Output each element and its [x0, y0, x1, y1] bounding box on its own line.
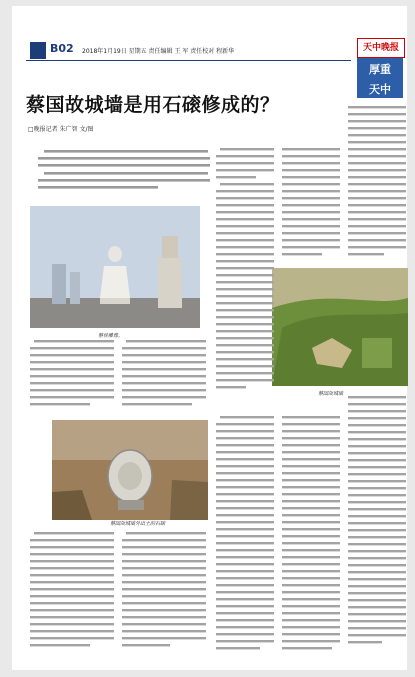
text-lines-3	[348, 104, 406, 264]
text-lines-6	[216, 414, 274, 660]
section-line-2: 天中	[369, 83, 391, 96]
newspaper-logo: 天中晚报	[357, 38, 405, 58]
statue-photo	[30, 206, 200, 328]
article-intro	[38, 148, 210, 200]
text-column-6	[216, 414, 274, 660]
text-column-4	[30, 338, 114, 414]
article-byline: □晚报记者 朱广智 文/图	[28, 126, 94, 133]
header-meta: 2018年1月19日 星期五 责任编辑 王 军 责任校对 程新华	[82, 48, 235, 55]
text-column-7	[282, 414, 340, 660]
text-lines-5	[122, 338, 206, 414]
text-lines-4	[30, 338, 114, 414]
section-badge	[357, 58, 403, 98]
text-lines-9	[30, 530, 114, 660]
stone-roller-image	[52, 420, 208, 520]
text-lines-2	[282, 146, 340, 264]
stone-roller-photo	[52, 420, 208, 520]
text-lines-8	[348, 394, 406, 660]
statue-image	[30, 206, 200, 328]
city-wall-photo	[272, 268, 408, 386]
header-bar	[30, 42, 46, 59]
text-column-2	[282, 146, 340, 264]
article-title: 蔡国故城墙是用石磙修成的？	[26, 94, 280, 116]
text-column-1	[216, 146, 274, 406]
text-column-9	[30, 530, 114, 660]
section-line-1: 厚重	[369, 63, 391, 76]
text-lines-10	[122, 530, 206, 660]
text-column-8	[348, 394, 406, 660]
page-header	[26, 38, 351, 63]
header-rule	[26, 60, 351, 61]
city-wall-image	[272, 268, 408, 386]
statue-caption: 蔡侯雕像。	[98, 333, 124, 339]
text-lines-7	[282, 414, 340, 660]
text-column-5	[122, 338, 206, 414]
text-lines-1	[216, 146, 274, 406]
text-column-3	[348, 104, 406, 264]
city-wall-caption: 蔡国故城墙	[318, 391, 344, 397]
stone-roller-caption: 蔡国故城墙外出土的石磙	[110, 521, 166, 527]
page-number: B02	[50, 42, 74, 55]
intro-text-lines	[38, 148, 210, 196]
text-column-10	[122, 530, 206, 660]
